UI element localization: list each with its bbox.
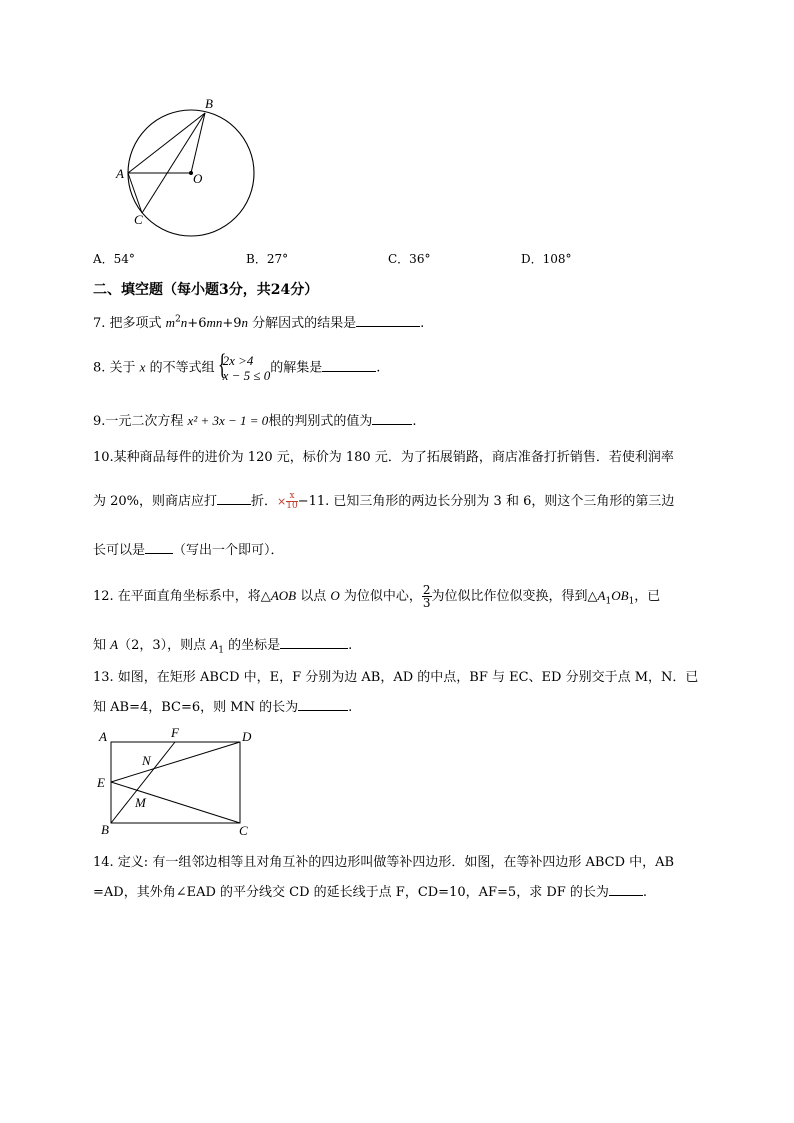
q7-answer-blank[interactable]	[356, 314, 420, 327]
q11-answer-blank[interactable]	[145, 541, 173, 554]
q7-pre: 7. 把多项式	[93, 316, 166, 331]
q10-line2-post: −11. 已知三角形的两边长分别为 3 和 6，则这个三角形的第三边	[297, 494, 675, 509]
q12-sub1: 1	[605, 596, 612, 607]
segment-ec	[111, 782, 240, 823]
q7-plus9: +9	[222, 316, 242, 331]
q7-mid: +6	[187, 316, 207, 331]
q8-system: { 2x >4 x − 5 ≤ 0	[217, 348, 271, 383]
q12-end: .	[348, 638, 353, 653]
label-a: A	[99, 729, 107, 744]
section-title: 二、填空题（每小题3分，共24分）	[93, 282, 319, 298]
q9-end: .	[412, 414, 417, 429]
q12-ob: OB	[611, 588, 629, 603]
question-13-line1: 13. 如图，在矩形 ABCD 中，E，F 分别为边 AB，AD 的中点，BF 与 EC、ED 分别交于点 M，N．已	[93, 670, 699, 685]
question-14-line2	[93, 881, 647, 900]
q7-n1: n	[180, 315, 188, 330]
label-a: A	[116, 166, 124, 181]
label-b: B	[205, 96, 213, 111]
label-d: D	[242, 729, 252, 744]
rectangle-figure	[90, 722, 260, 842]
question-12-line1	[93, 584, 660, 609]
q8-line1: 2x >4	[222, 353, 254, 368]
q12-sub3: 1	[218, 645, 224, 656]
q12-o: O	[330, 588, 340, 603]
q12-aob: AOB	[270, 588, 297, 603]
circle-figure	[110, 95, 270, 245]
q12-a: A	[110, 637, 119, 652]
q10-answer-blank[interactable]	[217, 492, 251, 505]
q12-pre: 12. 在平面直角坐标系中，将△	[93, 589, 271, 604]
question-14-line1: 14. 定义: 有一组邻边相等且对角互补的四边形叫做等补四边形．如图，在等补四边形 ABCD 中，AB	[93, 855, 675, 870]
q12-mid3: 为位似比作位似变换，得到△	[431, 589, 598, 604]
question-12-line2	[93, 634, 352, 656]
q7-m: m	[165, 315, 176, 330]
q8-end: .	[376, 360, 381, 376]
q11-line3-pre: 长可以是	[93, 543, 146, 558]
q12-answer-blank[interactable]	[280, 636, 348, 649]
q9-answer-blank[interactable]	[372, 412, 412, 425]
q14-end: .	[642, 885, 648, 900]
q12-fraction: $\frac{2}{3}$	[422, 583, 431, 610]
q10-red-fraction: $\frac{x}{10}$	[286, 491, 298, 511]
label-m: M	[135, 795, 146, 810]
label-e: E	[97, 775, 105, 790]
q13-end: .	[348, 700, 353, 715]
label-o: O	[193, 171, 203, 186]
q14-line2-pre: =AD，其外角∠EAD 的平分线交 CD 的延长线于点 F，CD=10，AF=5，求 DF 的长为	[93, 885, 609, 900]
choice-b: B．27°	[246, 252, 289, 266]
q7-end: .	[420, 316, 425, 331]
question-7	[93, 312, 424, 331]
q8-line2: x − 5 ≤ 0	[222, 368, 271, 383]
q12-line2-post: 的坐标是	[223, 638, 281, 653]
q10-line2-mid: 折．	[251, 494, 278, 509]
question-13-line2	[93, 696, 352, 715]
q12-sub2: 1	[628, 596, 635, 607]
q12-mid1: 以点	[296, 589, 331, 604]
q8-pre: 8. 关于	[93, 360, 140, 376]
q12-mid2: 为位似中心，	[339, 589, 422, 604]
q8-answer-blank[interactable]	[322, 359, 376, 372]
rect-abcd	[111, 742, 240, 823]
q11-line3-post: （写出一个即可）．	[173, 543, 284, 558]
question-10-line1: 10.某种商品每件的进价为 120 元，标价为 180 元．为了拓展销路，商店准备打折销售．若使利润率	[93, 450, 674, 465]
choice-c: C．36°	[388, 252, 431, 266]
q10-line2-pre: 为 20%，则商店应打	[93, 494, 218, 509]
chord-bc	[142, 113, 205, 213]
q8-x: x	[139, 359, 146, 375]
question-8	[93, 348, 381, 383]
question-9	[93, 410, 416, 429]
q7-post: 分解因式的结果是	[248, 316, 357, 331]
label-b: B	[101, 822, 109, 837]
question-10-line2	[93, 490, 674, 511]
q14-answer-blank[interactable]	[609, 883, 643, 896]
q8-post: 的解集是	[270, 360, 323, 376]
q12-a1: A	[597, 588, 606, 603]
label-n: N	[142, 753, 151, 768]
question-11-line3	[93, 539, 284, 558]
choice-a: A．54°	[93, 252, 135, 266]
label-c: C	[134, 212, 143, 227]
q12-a1b: A	[210, 637, 219, 652]
q8-mid: 的不等式组	[145, 360, 215, 376]
q10-red-cross: ×	[277, 495, 287, 508]
chord-ac	[128, 173, 142, 213]
q13-line2-pre: 知 AB=4，BC=6，则 MN 的长为	[93, 700, 299, 715]
q7-mn: mn	[206, 315, 223, 330]
segment-ed	[111, 742, 240, 782]
q12-coord: （2，3），则点	[118, 638, 211, 653]
label-c: C	[239, 823, 248, 838]
q9-equation: x² + 3x − 1 = 0	[187, 413, 269, 428]
q13-answer-blank[interactable]	[298, 698, 348, 711]
q7-exp: 2	[175, 314, 181, 325]
q12-line2-pre: 知	[93, 638, 111, 653]
q9-pre: 9.一元二次方程	[93, 414, 188, 429]
choice-d: D．108°	[521, 252, 572, 266]
q9-post: 根的判别式的值为	[268, 414, 373, 429]
q12-end1: ，已	[634, 589, 661, 604]
label-f: F	[171, 725, 179, 740]
q7-n2: n	[241, 315, 249, 330]
